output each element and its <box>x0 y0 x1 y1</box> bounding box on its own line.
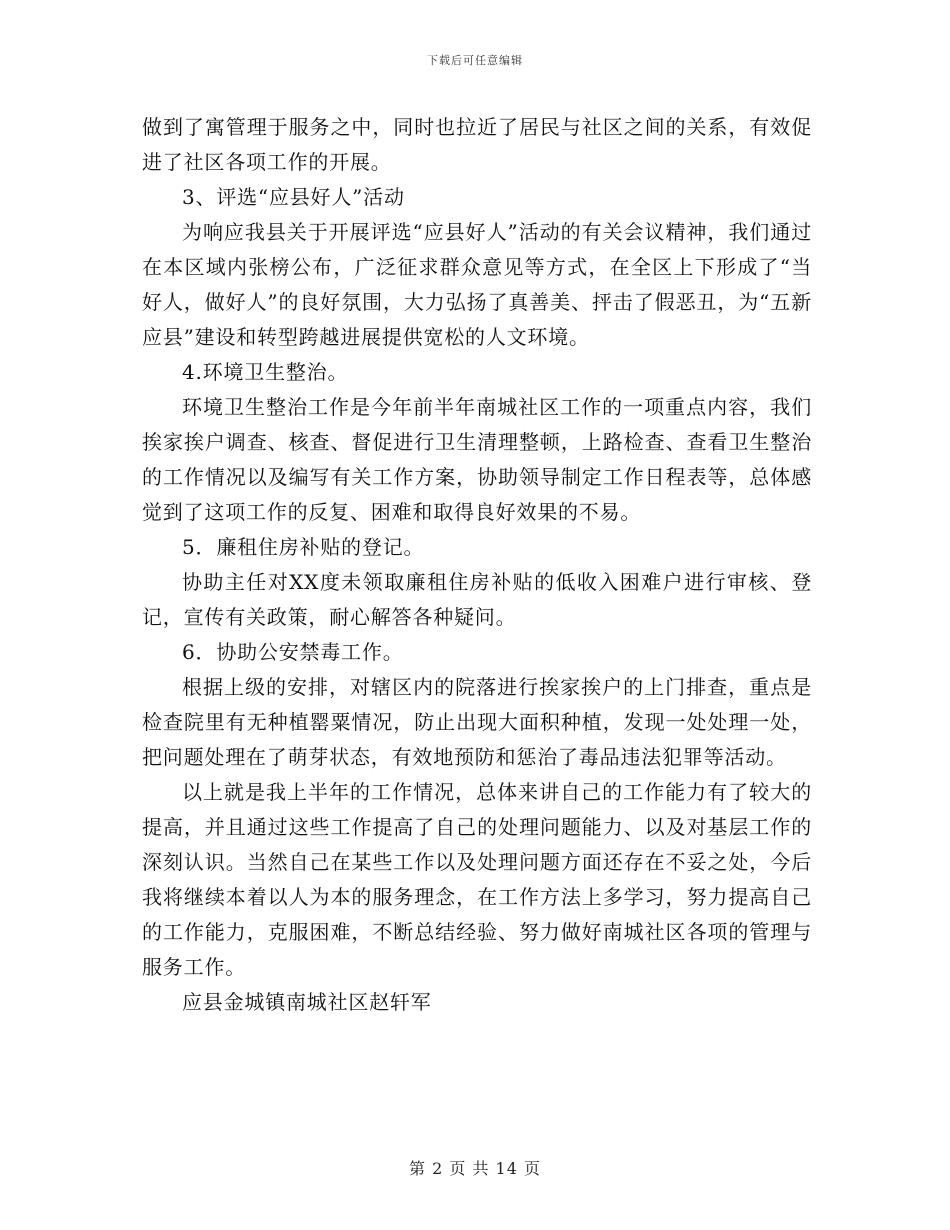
paragraph-good-person: 为响应我县关于开展评选“应县好人”活动的有关会议精神，我们通过在本区域内张榜公布，广泛征求群众意见等方式，在全区上下形成了“当好人，做好人”的良好氛围，大力弘扬了真善美、抨击了假恶丑，为“五新应县”建设和转型跨越进展提供宽松的人文环境。 <box>142 220 812 349</box>
signature-line: 应县金城镇南城社区赵轩军 <box>182 990 432 1014</box>
paragraph-sanitation: 环境卫生整治工作是今年前半年南城社区工作的一项重点内容，我们挨家挨户调查、核查、督促进行卫生清理整顿，上路检查、查看卫生整治的工作情况以及编写有关工作方案，协助领导制定工作日程表等，总体感觉到了这项工作的反复、困难和取得良好效果的不易。 <box>142 395 812 524</box>
paragraph-continuation: 做到了寓管理于服务之中，同时也拉近了居民与社区之间的关系，有效促进了社区各项工作的开展。 <box>142 115 812 174</box>
paragraph-anti-drug: 根据上级的安排，对辖区内的院落进行挨家挨户的上门排查，重点是检查院里有无种植罂粟情况，防止出现大面积种植，发现一处处理一处，把问题处理在了萌芽状态，有效地预防和惩治了毒品违法犯罪等活动。 <box>142 675 812 769</box>
page-number: 第 2 页 共 14 页 <box>409 1159 541 1178</box>
paragraph-summary: 以上就是我上半年的工作情况，总体来讲自己的工作能力有了较大的提高，并且通过这些工作提高了自己的处理问题能力、以及对基层工作的深刻认识。当然自己在某些工作以及处理问题方面还存在不妥之处，今后我将继续本着以人为本的服务理念，在工作方法上多学习，努力提高自己的工作能力，克服困难，不断总结经验、努力做好南城社区各项的管理与服务工作。 <box>142 780 812 979</box>
document-body <box>142 110 812 1020</box>
page-header: 下载后可任意编辑 <box>427 54 523 67</box>
paragraph-housing-subsidy: 协助主任对XX度未领取廉租住房补贴的低收入困难户进行审核、登记，宣传有关政策，耐心解答各种疑问。 <box>142 570 812 629</box>
section-heading-4: 4.环境卫生整治。 <box>182 360 349 384</box>
section-heading-5: 5．廉租住房补贴的登记。 <box>182 535 425 559</box>
section-heading-3: 3、评选“应县好人”活动 <box>182 185 405 209</box>
section-heading-6: 6．协助公安禁毒工作。 <box>182 640 404 664</box>
